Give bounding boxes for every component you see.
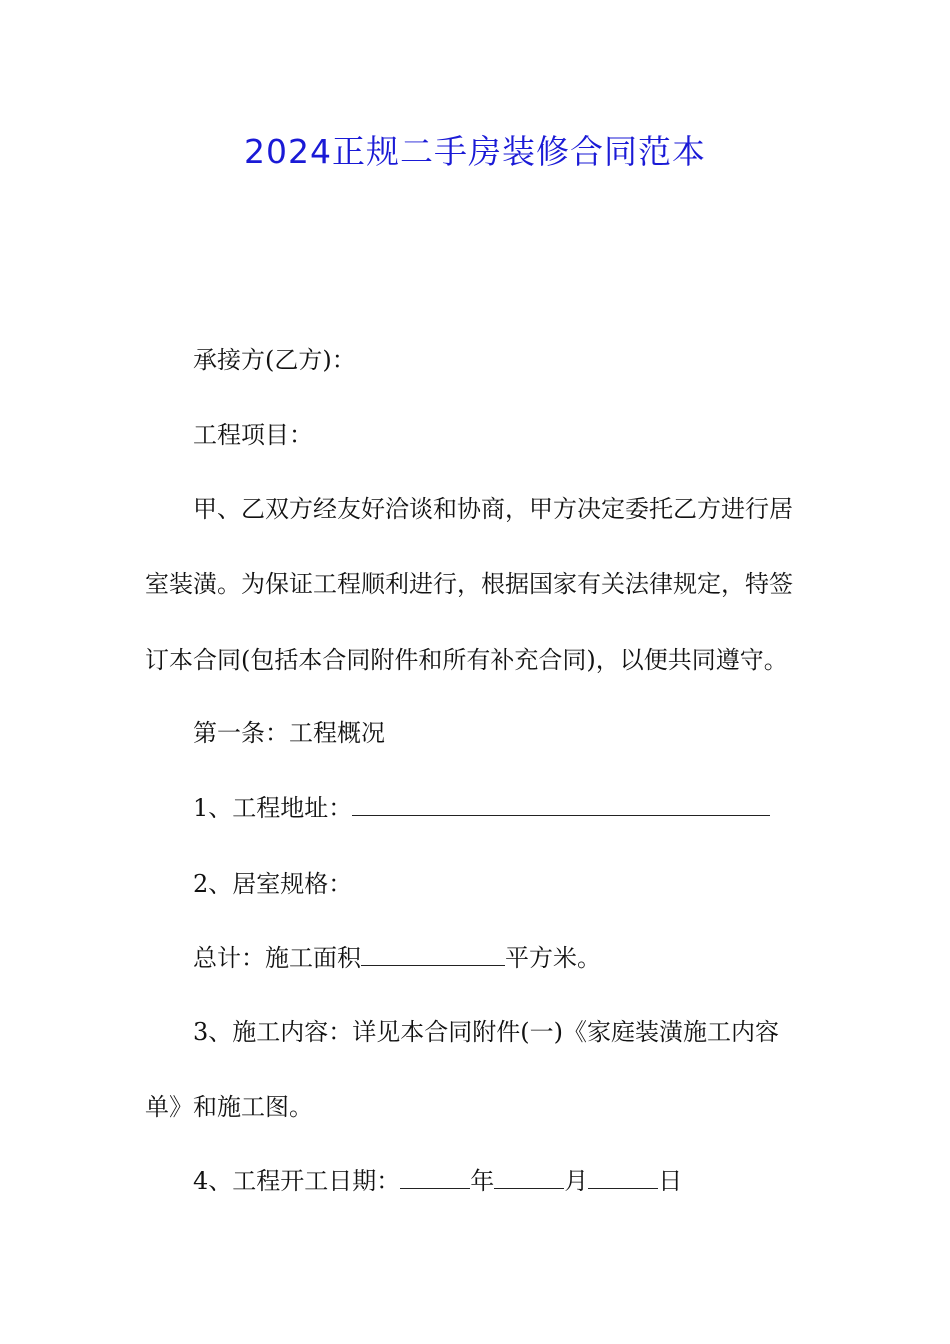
year-blank[interactable] — [400, 1166, 470, 1189]
start-date-line — [0, 1163, 950, 1199]
address-blank[interactable] — [352, 793, 770, 816]
article-1-heading: 第一条：工程概况 — [193, 719, 385, 747]
address-label: 1、工程地址： — [193, 794, 353, 822]
content-line-1: 3、施工内容：详见本合同附件(一)《家庭装潢施工内容 — [193, 1018, 779, 1046]
area-blank[interactable] — [361, 943, 505, 966]
address-line — [0, 790, 950, 826]
document-title: 2024正规二手房装修合同范本 — [244, 132, 706, 171]
intro-line-3: 订本合同(包括本合同附件和所有补充合同)，以便共同遵守。 — [145, 646, 788, 674]
total-line — [0, 940, 950, 976]
party-b-line: 承接方(乙方)： — [193, 346, 356, 374]
spec-line: 2、居室规格： — [193, 870, 353, 898]
total-label: 总计：施工面积 — [193, 944, 361, 972]
content-line-2: 单》和施工图。 — [145, 1093, 313, 1121]
project-line: 工程项目： — [193, 421, 313, 449]
day-blank[interactable] — [588, 1166, 658, 1189]
intro-line-2: 室装潢。为保证工程顺利进行，根据国家有关法律规定，特签 — [145, 570, 793, 598]
total-unit: 平方米。 — [505, 944, 601, 972]
day-label: 日 — [658, 1167, 683, 1195]
year-label: 年 — [470, 1167, 495, 1195]
intro-line-1: 甲、乙双方经友好洽谈和协商，甲方决定委托乙方进行居 — [193, 495, 793, 523]
month-label: 月 — [564, 1167, 589, 1195]
start-date-label: 4、工程开工日期： — [193, 1167, 401, 1195]
month-blank[interactable] — [494, 1166, 564, 1189]
